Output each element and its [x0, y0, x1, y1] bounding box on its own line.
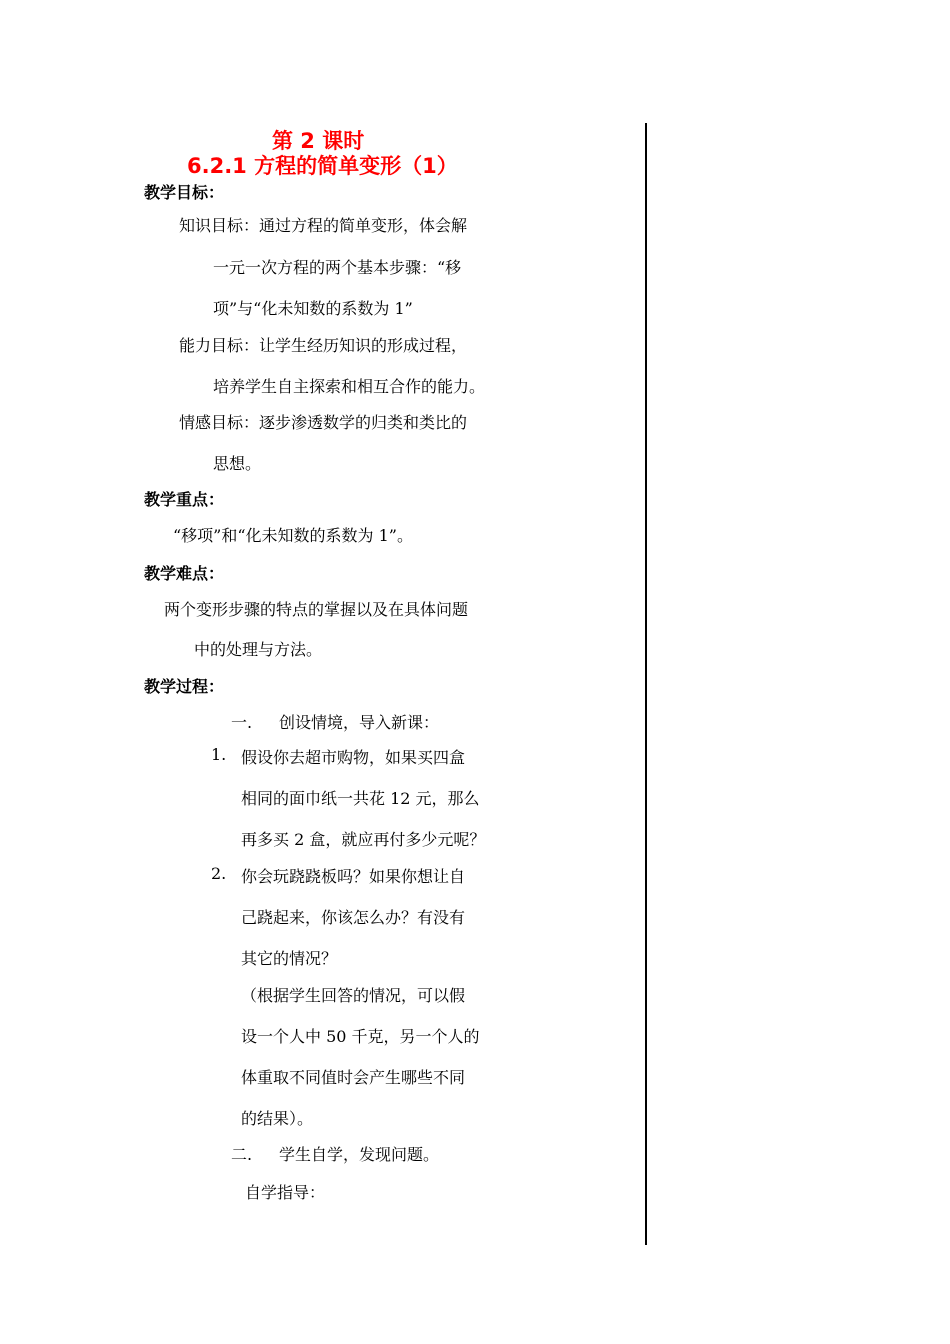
question-2-marker: 2. — [211, 864, 227, 883]
question-1-line: 相同的面巾纸一共花 12 元，那么 — [241, 789, 480, 808]
objective-line: 项”与“化未知数的系数为 1” — [213, 299, 413, 318]
question-2-line: 己跷起来，你该怎么办？有没有 — [241, 908, 466, 927]
lesson-title: 第 2 课时 — [272, 129, 365, 153]
objective-line: 培养学生自主探索和相互合作的能力。 — [213, 377, 486, 396]
note-line: 设一个人中 50 千克，另一个人的 — [241, 1027, 480, 1046]
key-points-heading: 教学重点： — [144, 490, 225, 509]
key-points-text: “移项”和“化未知数的系数为 1”。 — [173, 526, 413, 545]
objective-line: 情感目标：逐步渗透数学的归类和类比的 — [179, 413, 468, 432]
objective-line: 知识目标：通过方程的简单变形，体会解 — [179, 216, 468, 235]
question-2-line: 你会玩跷跷板吗？如果你想让自 — [241, 867, 466, 886]
note-line: 的结果）。 — [241, 1109, 314, 1128]
question-1-line: 再多买 2 盒，就应再付多少元呢？ — [241, 830, 486, 849]
objectives-heading: 教学目标： — [144, 183, 225, 202]
part1-marker: 一. — [231, 713, 253, 732]
difficulty-line: 中的处理与方法。 — [194, 640, 323, 659]
part2-title: 学生自学，发现问题。 — [279, 1145, 440, 1164]
part2-marker: 二. — [231, 1145, 253, 1164]
objective-line: 思想。 — [213, 454, 262, 473]
question-2-line: 其它的情况？ — [241, 949, 338, 968]
question-1-line: 假设你去超市购物，如果买四盒 — [241, 748, 466, 767]
section-title: 6.2.1 方程的简单变形（1） — [187, 154, 458, 178]
difficulty-line: 两个变形步骤的特点的掌握以及在具体问题 — [164, 600, 469, 619]
part1-title: 创设情境，导入新课： — [279, 713, 440, 732]
difficulties-heading: 教学难点： — [144, 564, 225, 583]
objective-line: 能力目标：让学生经历知识的形成过程， — [179, 336, 468, 355]
note-line: 体重取不同值时会产生哪些不同 — [241, 1068, 466, 1087]
self-study-label: 自学指导： — [245, 1183, 326, 1202]
objective-line: 一元一次方程的两个基本步骤：“移 — [213, 258, 462, 277]
question-1-marker: 1. — [211, 745, 227, 764]
process-heading: 教学过程： — [144, 677, 225, 696]
column-divider — [645, 123, 647, 1245]
note-line: （根据学生回答的情况，可以假 — [241, 986, 466, 1005]
